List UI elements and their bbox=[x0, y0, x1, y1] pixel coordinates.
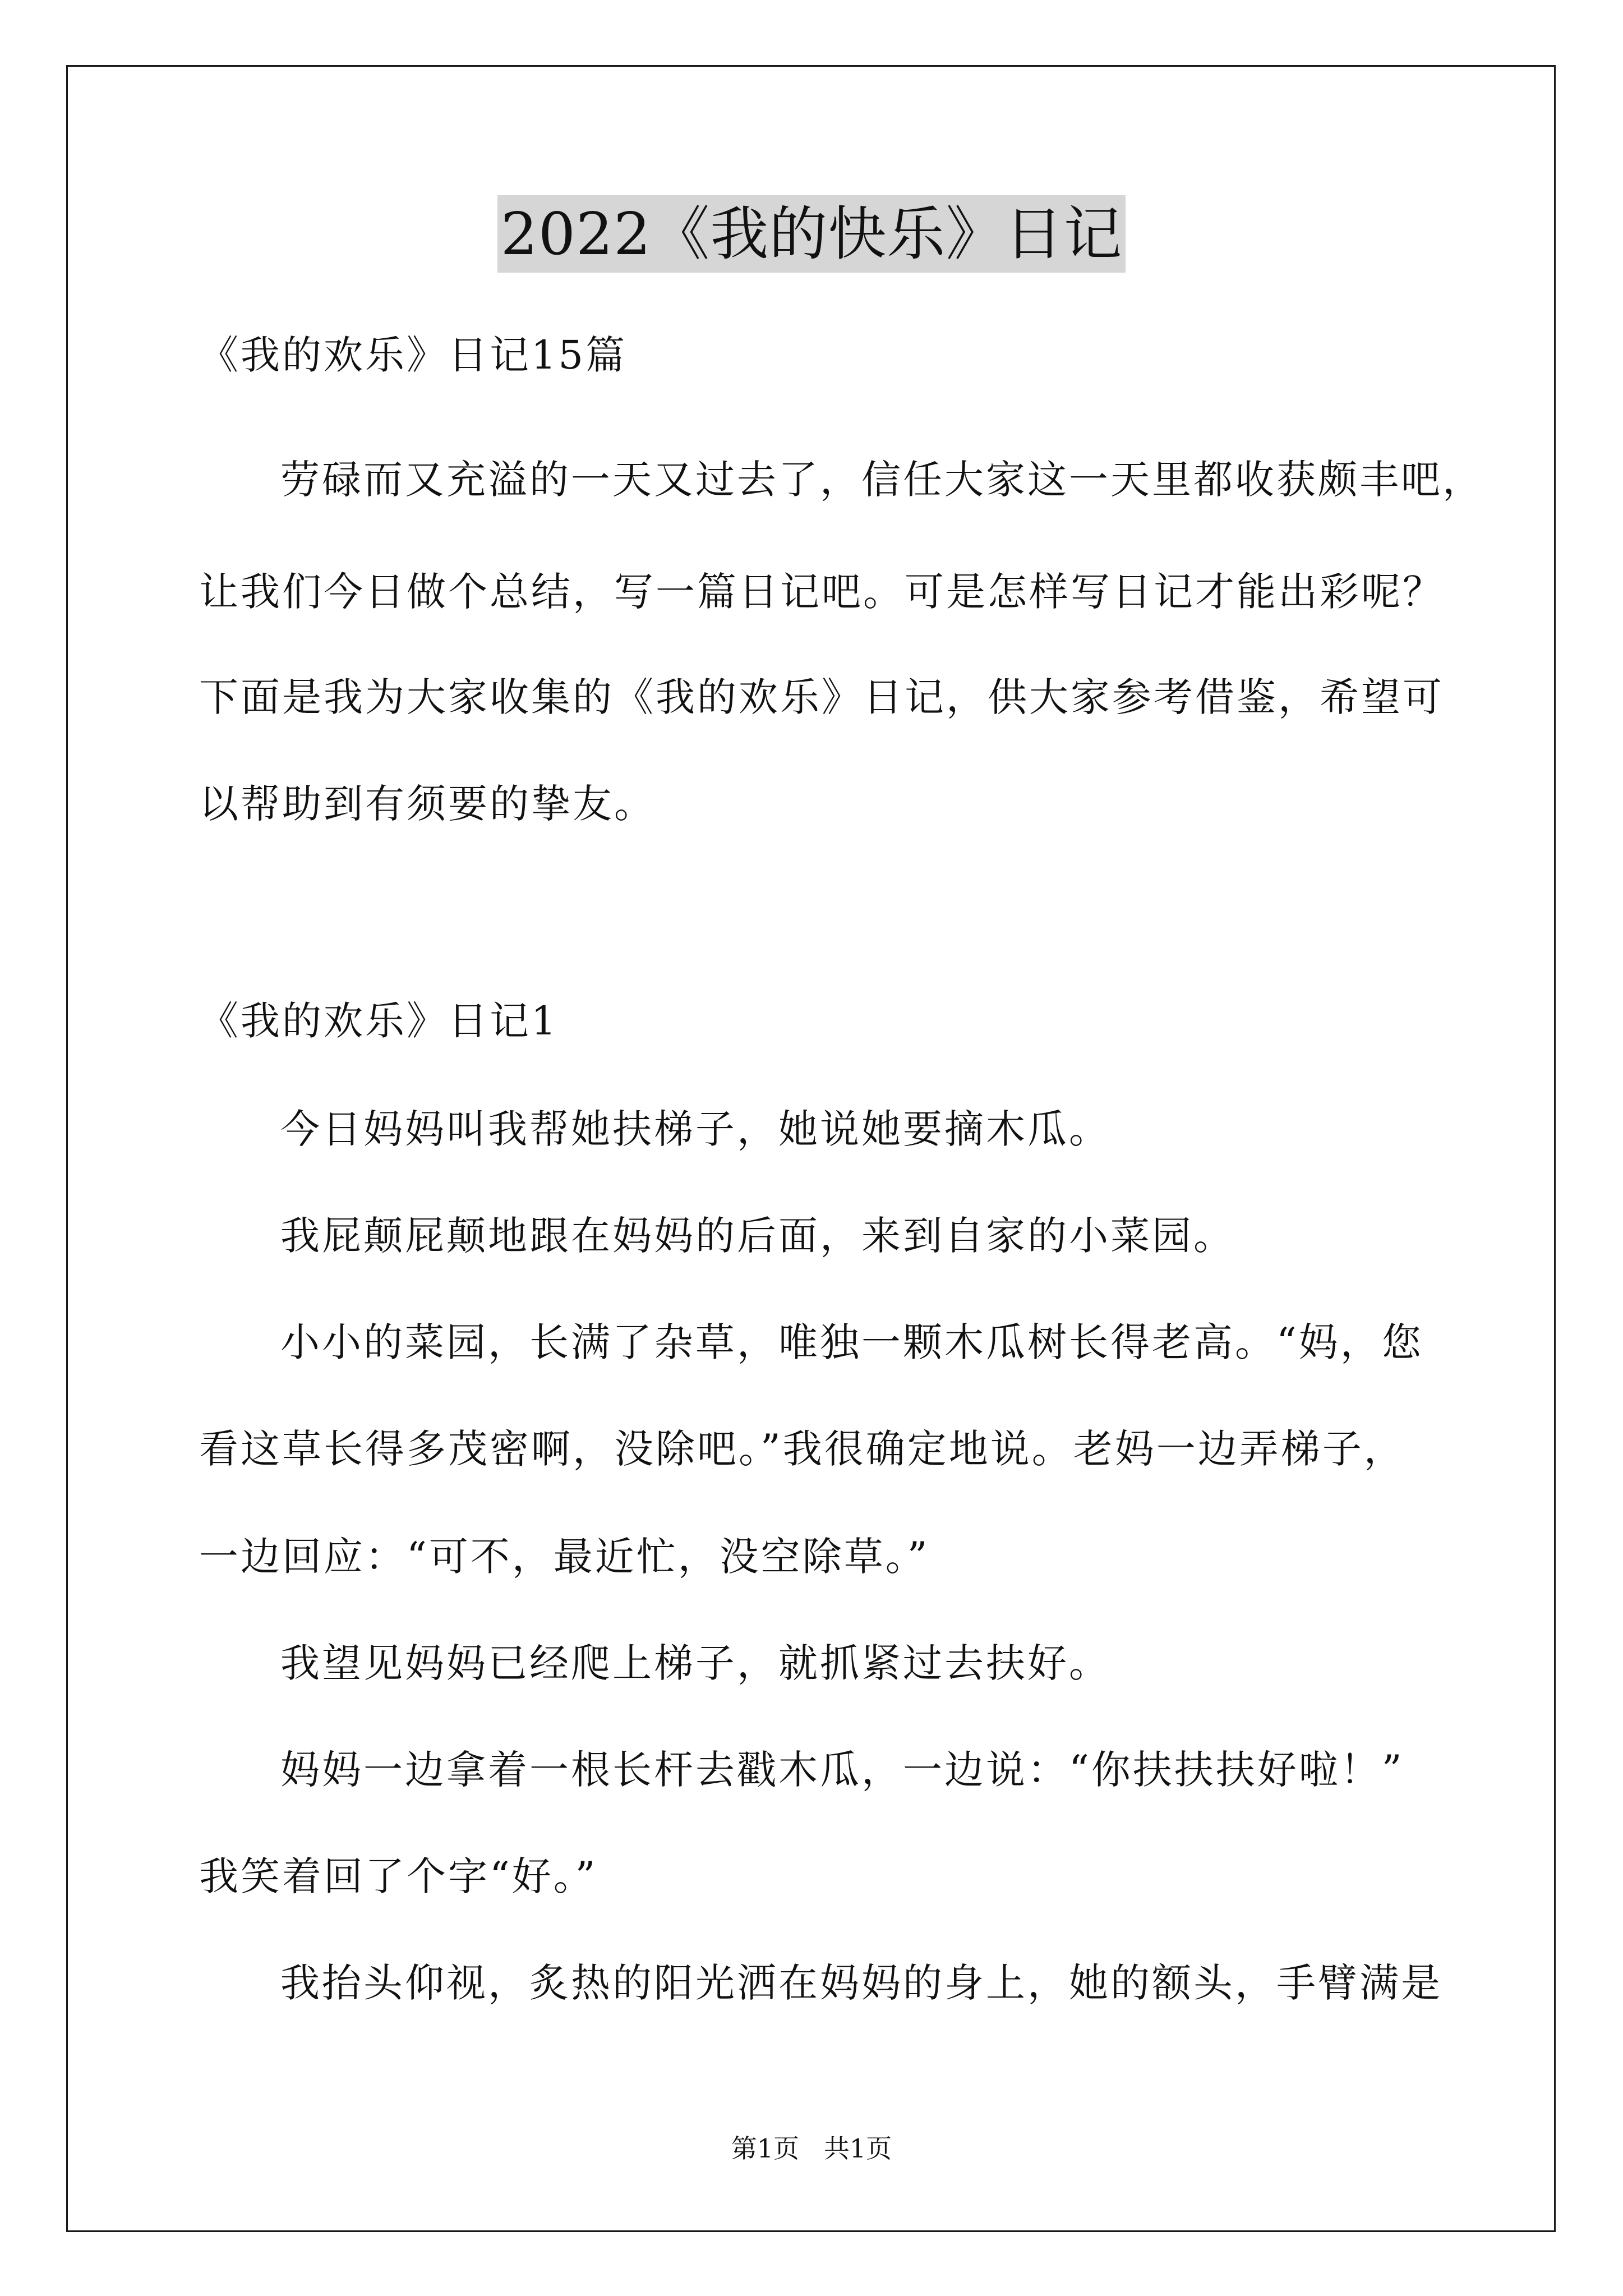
body-line-7: 妈妈一边拿着一根长杆去戳木瓜，一边说：“你扶扶扶好啦！” bbox=[280, 1747, 1404, 1793]
subtitle-line: 《我的欢乐》日记15篇 bbox=[199, 332, 628, 378]
body-line-4: 看这草长得多茂密啊，没除吧。”我很确定地说。老妈一边弄梯子， bbox=[199, 1426, 1405, 1472]
body-line-3: 小小的菜园，长满了杂草，唯独一颗木瓜树长得老高。“妈，您 bbox=[280, 1319, 1423, 1365]
page-footer: 第1页 共1页 bbox=[731, 2133, 892, 2164]
document-title: 2022《我的快乐》日记 bbox=[497, 195, 1126, 273]
body-line-1: 今日妈妈叫我帮她扶梯子，她说她要摘木瓜。 bbox=[280, 1106, 1110, 1152]
body-line-5: 一边回应：“可不，最近忙，没空除草。” bbox=[199, 1534, 930, 1580]
body-line-8: 我笑着回了个字“好。” bbox=[199, 1853, 598, 1899]
body-line-2: 我屁颠屁颠地跟在妈妈的后面，来到自家的小菜园。 bbox=[280, 1213, 1235, 1259]
intro-line-3: 下面是我为大家收集的《我的欢乐》日记，供大家参考借鉴，希望可 bbox=[199, 674, 1444, 720]
intro-line-4: 以帮助到有须要的挚友。 bbox=[199, 781, 656, 827]
title-block bbox=[0, 195, 1623, 273]
body-line-9: 我抬头仰视，炙热的阳光洒在妈妈的身上，她的额头，手臂满是 bbox=[280, 1960, 1442, 2006]
section-heading: 《我的欢乐》日记1 bbox=[199, 998, 559, 1044]
intro-line-2: 让我们今日做个总结，写一篇日记吧。可是怎样写日记才能出彩呢？ bbox=[199, 569, 1444, 615]
intro-line-1: 劳碌而又充溢的一天又过去了，信任大家这一天里都收获颇丰吧， bbox=[280, 457, 1484, 503]
body-line-6: 我望见妈妈已经爬上梯子，就抓紧过去扶好。 bbox=[280, 1640, 1110, 1686]
